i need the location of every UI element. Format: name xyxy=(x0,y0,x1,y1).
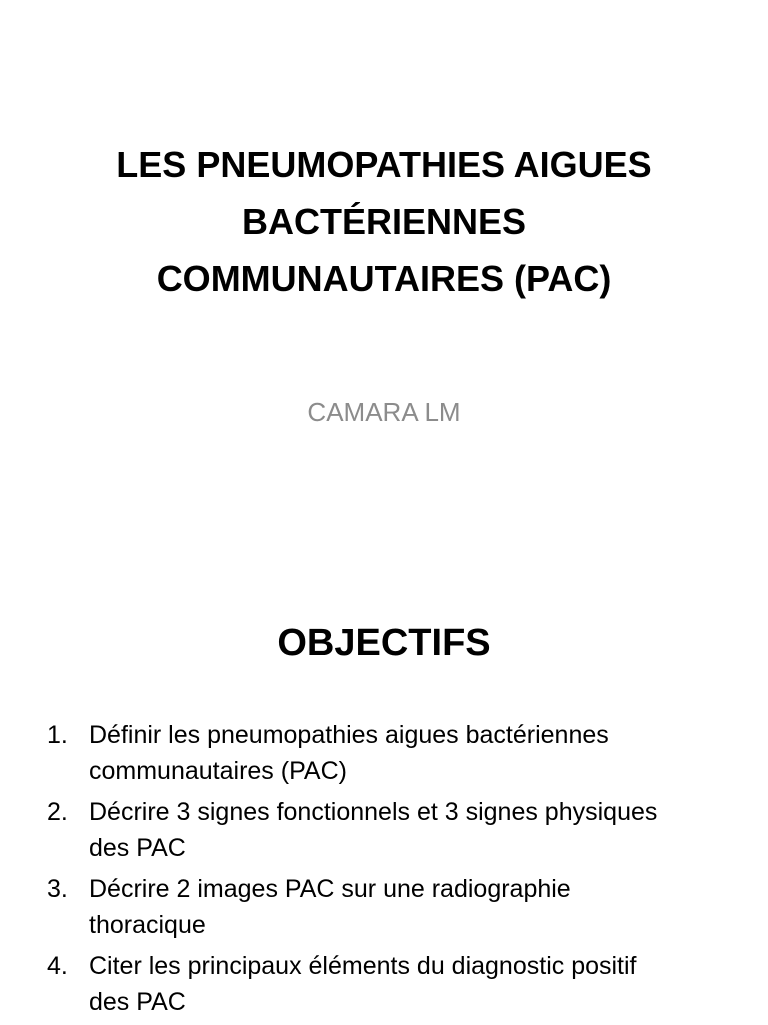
list-item-text xyxy=(89,794,730,866)
objectives-slide xyxy=(0,576,768,1024)
title-line: LES PNEUMOPATHIES AIGUES xyxy=(116,144,652,185)
title-line: COMMUNAUTAIRES (PAC) xyxy=(156,258,612,299)
list-item-line: communautaires (PAC) xyxy=(89,757,347,785)
list-item-line: Citer les principaux éléments du diagnostic positif xyxy=(89,952,637,980)
list-item-number: 4. xyxy=(47,952,68,980)
list-item-number: 2. xyxy=(47,798,68,826)
objectives-title: OBJECTIFS xyxy=(277,622,491,664)
list-item-line: thoracique xyxy=(89,911,206,939)
list-item-number: 3. xyxy=(47,875,68,903)
list-item-text xyxy=(89,871,730,943)
list-item xyxy=(40,948,730,1020)
author-subtitle: CAMARA LM xyxy=(307,397,461,427)
list-item-line: Décrire 2 images PAC sur une radiographie xyxy=(89,875,571,903)
title-line: BACTÉRIENNES xyxy=(241,201,527,242)
presentation-title xyxy=(60,136,708,307)
list-item xyxy=(40,794,730,866)
list-item-text xyxy=(89,948,730,1020)
list-item xyxy=(40,871,730,943)
list-item-line: des PAC xyxy=(89,834,186,862)
list-item-text xyxy=(89,717,730,789)
list-item xyxy=(40,717,730,789)
list-item-line: Définir les pneumopathies aigues bactériennes xyxy=(89,721,609,749)
list-item-number: 1. xyxy=(47,721,68,749)
objectives-list xyxy=(40,717,730,1025)
list-item-line: Décrire 3 signes fonctionnels et 3 signes physiques xyxy=(89,798,658,826)
list-item-line: des PAC xyxy=(89,988,186,1016)
